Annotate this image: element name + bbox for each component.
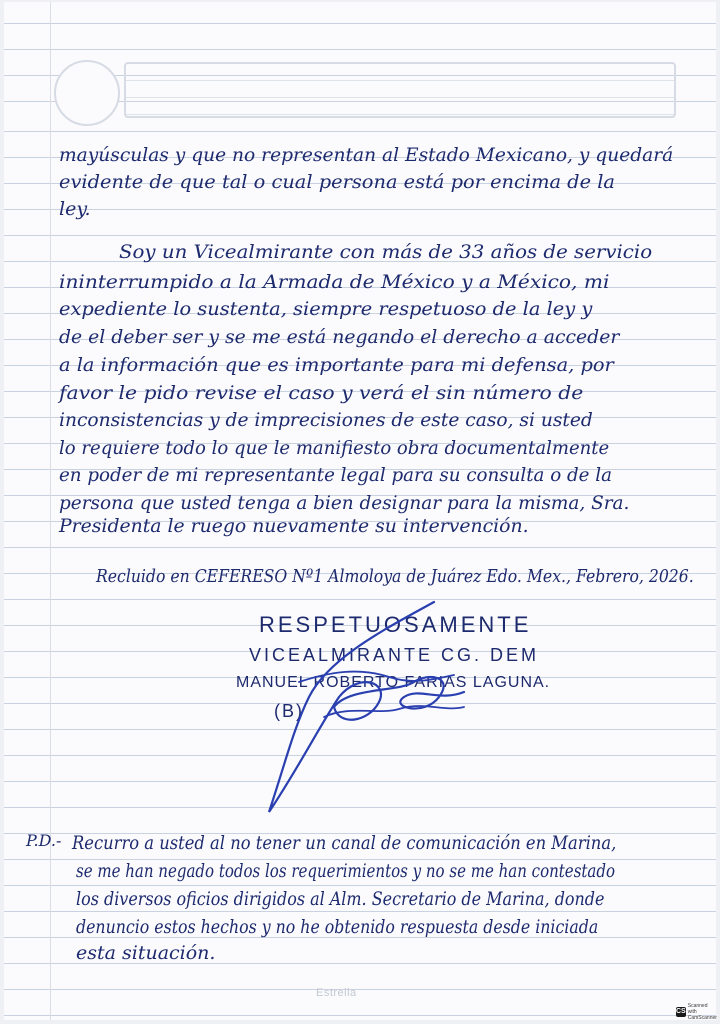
postscript-label: P.D.- — [26, 831, 62, 850]
scanner-line1: Scanned with — [687, 1003, 708, 1015]
header-box — [124, 62, 676, 118]
paragraph2-line: en poder de mi representante legal para su consulta o de la — [59, 464, 612, 486]
paragraph2-line: inconsistencias y de imprecisiones de este caso, si usted — [59, 409, 593, 431]
paragraph1-line: evidente de que tal o cual persona está por encima de la — [59, 171, 615, 193]
camscanner-icon: CS — [676, 1008, 686, 1015]
place-date: Recluido en CEFERESO Nº1 Almoloya de Juárez Edo. Mex., Febrero, 2026. — [96, 566, 694, 587]
signer-rank: VICEALMIRANTE CG. DEM — [249, 645, 540, 665]
postscript-line: denuncio estos hechos y no he obtenido respuesta desde iniciada — [76, 916, 599, 938]
paragraph2-line: Presidenta le ruego nuevamente su intervención. — [59, 515, 529, 537]
scanner-line2: CamScanner — [687, 1015, 717, 1021]
handwritten-signature — [239, 587, 499, 827]
paragraph2-line: lo requiere todo lo que le manifiesto obra documentalmente — [59, 437, 610, 459]
paragraph2-line: a la información que es importante para mi defensa, por — [59, 354, 614, 376]
paragraph1-line: ley. — [59, 198, 91, 220]
scanner-text — [688, 1003, 717, 1021]
signer-note: (B) — [274, 701, 304, 721]
paragraph2-line: expediente lo sustenta, siempre respetuoso de la ley y — [59, 298, 593, 320]
scanner-badge — [676, 1004, 716, 1020]
paper-brand: Estrella — [316, 987, 357, 999]
signer-name: MANUEL ROBERTO FARIAS LAGUNA. — [236, 674, 551, 691]
margin-line — [50, 2, 51, 1020]
paragraph2-line: de el deber ser y se me está negando el derecho a acceder — [59, 326, 620, 348]
header-circle — [54, 60, 120, 126]
paragraph1-line: mayúsculas y que no representan al Estado Mexicano, y quedará — [59, 144, 674, 166]
notebook-page — [4, 2, 716, 1020]
postscript-line: esta situación. — [76, 942, 216, 964]
postscript-line: los diversos oficios dirigidos al Alm. Secretario de Marina, donde — [76, 888, 605, 910]
postscript-line: se me han negado todos los requerimientos y no se me han contestado — [76, 860, 616, 882]
paragraph2-line: persona que usted tenga a bien designar para la misma, Sra. — [59, 492, 630, 514]
postscript-line: Recurro a usted al no tener un canal de comunicación en Marina, — [72, 832, 617, 854]
paragraph2-line: ininterrumpido a la Armada de México y a México, mi — [59, 271, 610, 293]
closing-line: RESPETUOSAMENTE — [259, 612, 532, 637]
paragraph2-line: Soy un Vicealmirante con más de 33 años de servicio — [119, 241, 653, 263]
paragraph2-line: favor le pido revise el caso y verá el sin número de — [59, 382, 584, 404]
